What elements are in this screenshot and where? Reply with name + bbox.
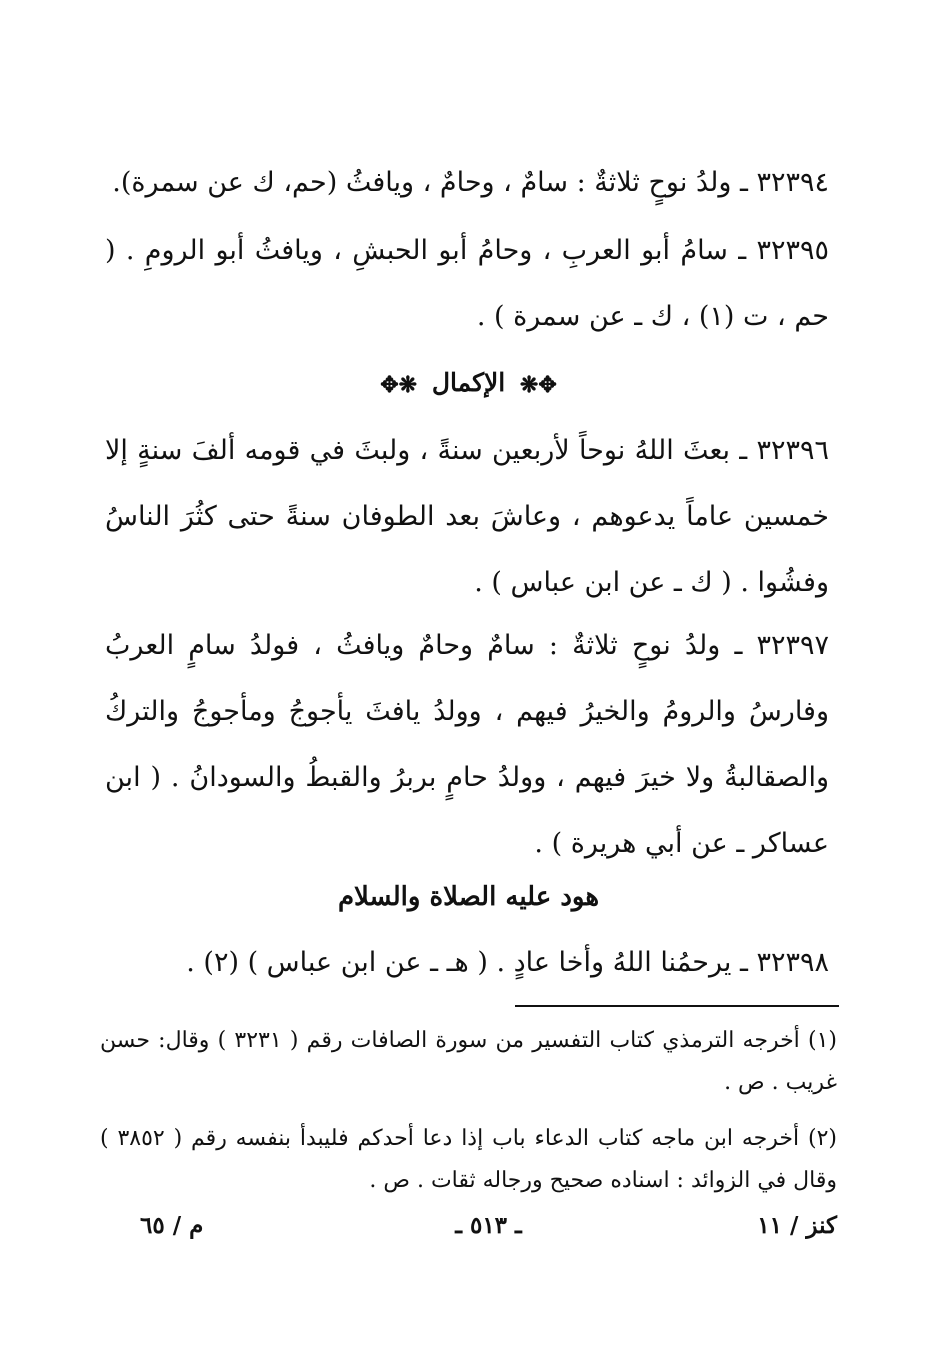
footer-volume: كنز / ١١ xyxy=(757,1212,837,1239)
ornament-left-icon: ❋✥ xyxy=(380,371,418,398)
hadith-32394: ٣٢٣٩٤ ـ ولدُ نوحٍ ثلاثةٌ : سامٌ ، وحامٌ ، ويافثُ (حم، ك عن سمرة). xyxy=(112,167,829,198)
hadith-32396: ٣٢٣٩٦ ـ بعثَ اللهُ نوحاً لأربعين سنةً ، ولبثَ في قومه ألفَ سنةٍ إلا خمسين عاماً يدعوهم ، وعاشَ بعد الطوفان سنةً حتى كثُرَ الناسُ وفشُوا . ( ك ـ عن ابن عباس ) . xyxy=(105,435,829,598)
footnote-divider xyxy=(515,1005,839,1007)
section-heading: هود عليه الصلاة والسلام xyxy=(337,882,600,912)
hadith-32395: ٣٢٣٩٥ ـ سامُ أبو العربِ ، وحامُ أبو الحبشِ ، ويافثُ أبو الرومِ . ( حم ، ت (١) ، ك ـ عن سمرة ) . xyxy=(105,235,829,332)
ornament-heading xyxy=(0,358,937,410)
footnote-1: (١) أخرجه الترمذي كتاب التفسير من سورة الصافات رقم ( ٣٢٣١ ) وقال: حسن غريب . ص . xyxy=(100,1028,838,1095)
footer-signature: م / ٦٥ xyxy=(140,1212,204,1239)
footnote-2: (٢) أخرجه ابن ماجه كتاب الدعاء باب إذا دعا أحدكم فليبدأ بنفسه رقم ( ٣٨٥٢ ) وقال في الزوائد : اسناده صحيح ورجاله ثقات . ص . xyxy=(100,1126,837,1193)
hadith-32398: ٣٢٣٩٨ ـ يرحمُنا اللهُ وأخا عادٍ . ( هـ ـ عن ابن عباس ) (٢) . xyxy=(186,947,829,978)
page-number: ـ ٥١٣ ـ xyxy=(455,1212,522,1239)
page-footer xyxy=(140,1212,837,1252)
ornament-heading-label: الإكمال xyxy=(431,368,506,397)
hadith-32397: ٣٢٣٩٧ ـ ولدُ نوحٍ ثلاثةٌ : سامٌ وحامٌ ويافثُ ، فولدُ سامٍ العربُ وفارسُ والرومُ والخيرُ فيهم ، وولدُ يافثَ يأجوجُ ومأجوجُ والتركُ والصقالبةُ ولا خيرَ فيهم ، وولدُ حامٍ بربرُ والقبطُ والسودانُ . ( ابن عساكر ـ عن أبي هريرة ) . xyxy=(105,630,829,859)
ornament-right-icon: ✥❋ xyxy=(519,371,557,398)
